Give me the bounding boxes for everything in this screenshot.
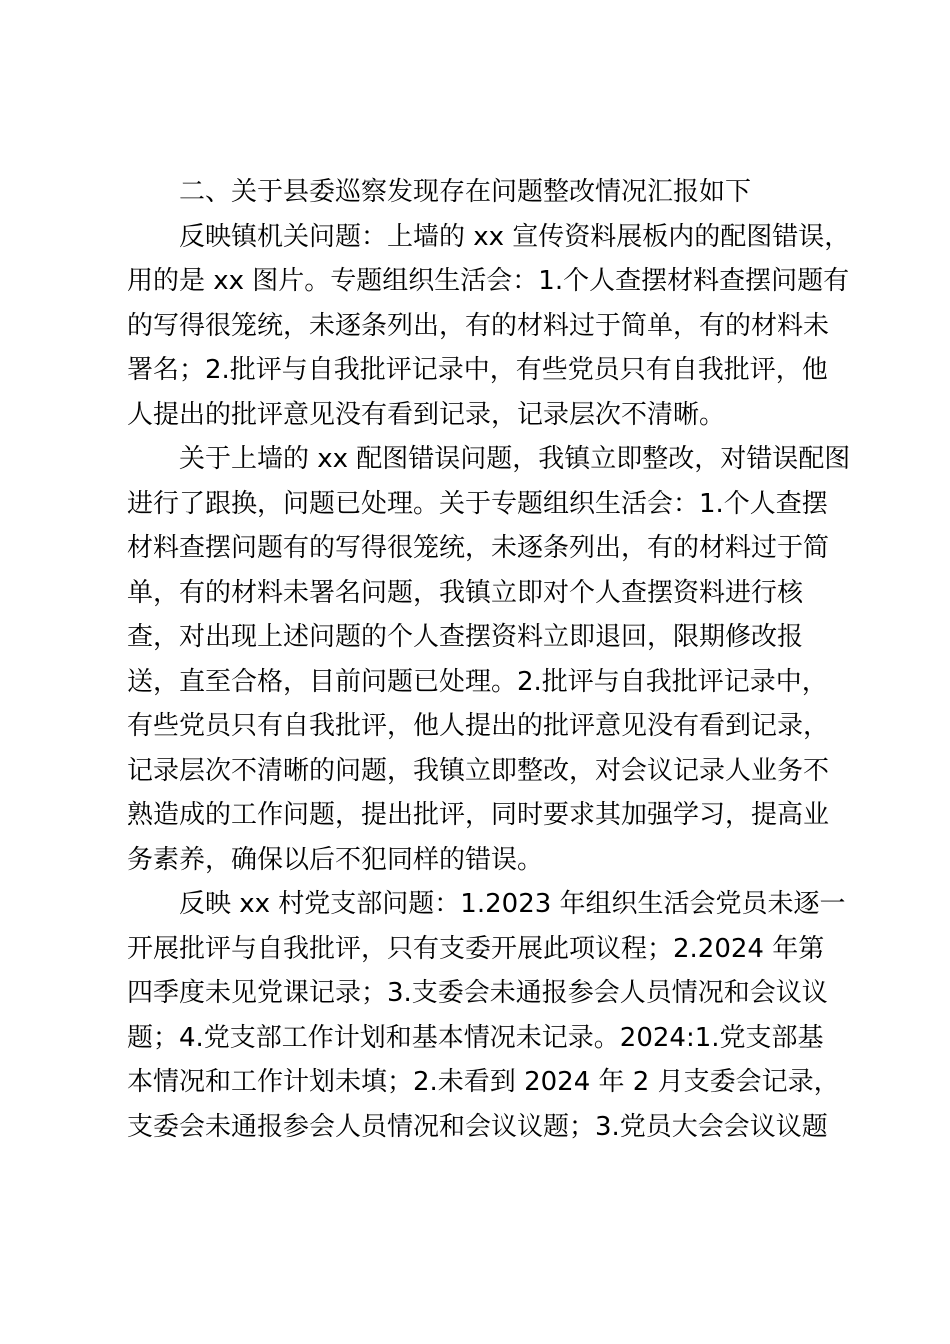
paragraph-1-line-5: 人提出的批评意见没有看到记录，记录层次不清晰。	[127, 399, 726, 430]
paragraph-2-line-2: 进行了跟换，问题已处理。关于专题组织生活会：1.个人查摆	[127, 488, 828, 519]
paragraph-2-line-3: 材料查摆问题有的写得很笼统，未逐条列出，有的材料过于简	[127, 533, 830, 563]
paragraph-2-line-4: 单，有的材料未署名问题，我镇立即对个人查摆资料进行核	[127, 577, 804, 608]
paragraph-2-line-8: 记录层次不清晰的问题，我镇立即整改，对会议记录人业务不	[127, 755, 830, 786]
paragraph-1-line-3: 的写得很笼统，未逐条列出，有的材料过于简单，有的材料未	[127, 310, 830, 341]
paragraph-1-line-1: 反映镇机关问题：上墙的 xx 宣传资料展板内的配图错误，	[179, 221, 851, 252]
paragraph-1-line-4: 署名；2.批评与自我批评记录中，有些党员只有自我批评，他	[127, 355, 828, 385]
paragraph-2-line-10: 务素养，确保以后不犯同样的错误。	[127, 844, 544, 875]
paragraph-3-line-1: 反映 xx 村党支部问题：1.2023 年组织生活会党员未逐一	[179, 889, 846, 919]
section-heading: 二、关于县委巡察发现存在问题整改情况汇报如下	[179, 177, 752, 207]
document-body	[127, 170, 851, 1149]
paragraph-2-line-1: 关于上墙的 xx 配图错误问题，我镇立即整改，对错误配图	[179, 444, 851, 474]
paragraph-2-line-6: 送，直至合格，目前问题已处理。2.批评与自我批评记录中，	[127, 666, 828, 697]
paragraph-2-line-7: 有些党员只有自我批评，他人提出的批评意见没有看到记录，	[127, 711, 830, 741]
paragraph-2-line-9: 熟造成的工作问题，提出批评，同时要求其加强学习，提高业	[127, 800, 830, 830]
paragraph-1-line-2: 用的是 xx 图片。专题组织生活会：1.个人查摆材料查摆问题有	[127, 266, 850, 296]
paragraph-3-line-5: 本情况和工作计划未填；2.未看到 2024 年 2 月支委会记录，	[127, 1067, 840, 1097]
paragraph-2-line-5: 查，对出现上述问题的个人查摆资料立即退回，限期修改报	[127, 622, 804, 652]
paragraph-3-line-2: 开展批评与自我批评，只有支委开展此项议程；2.2024 年第	[127, 933, 825, 964]
paragraph-3-line-4: 题；4.党支部工作计划和基本情况未记录。2024:1.党支部基	[127, 1022, 824, 1053]
paragraph-3-line-3: 四季度未见党课记录；3.支委会未通报参会人员情况和会议议	[127, 978, 828, 1008]
paragraph-3-line-6: 支委会未通报参会人员情况和会议议题；3.党员大会会议议题	[127, 1111, 828, 1142]
